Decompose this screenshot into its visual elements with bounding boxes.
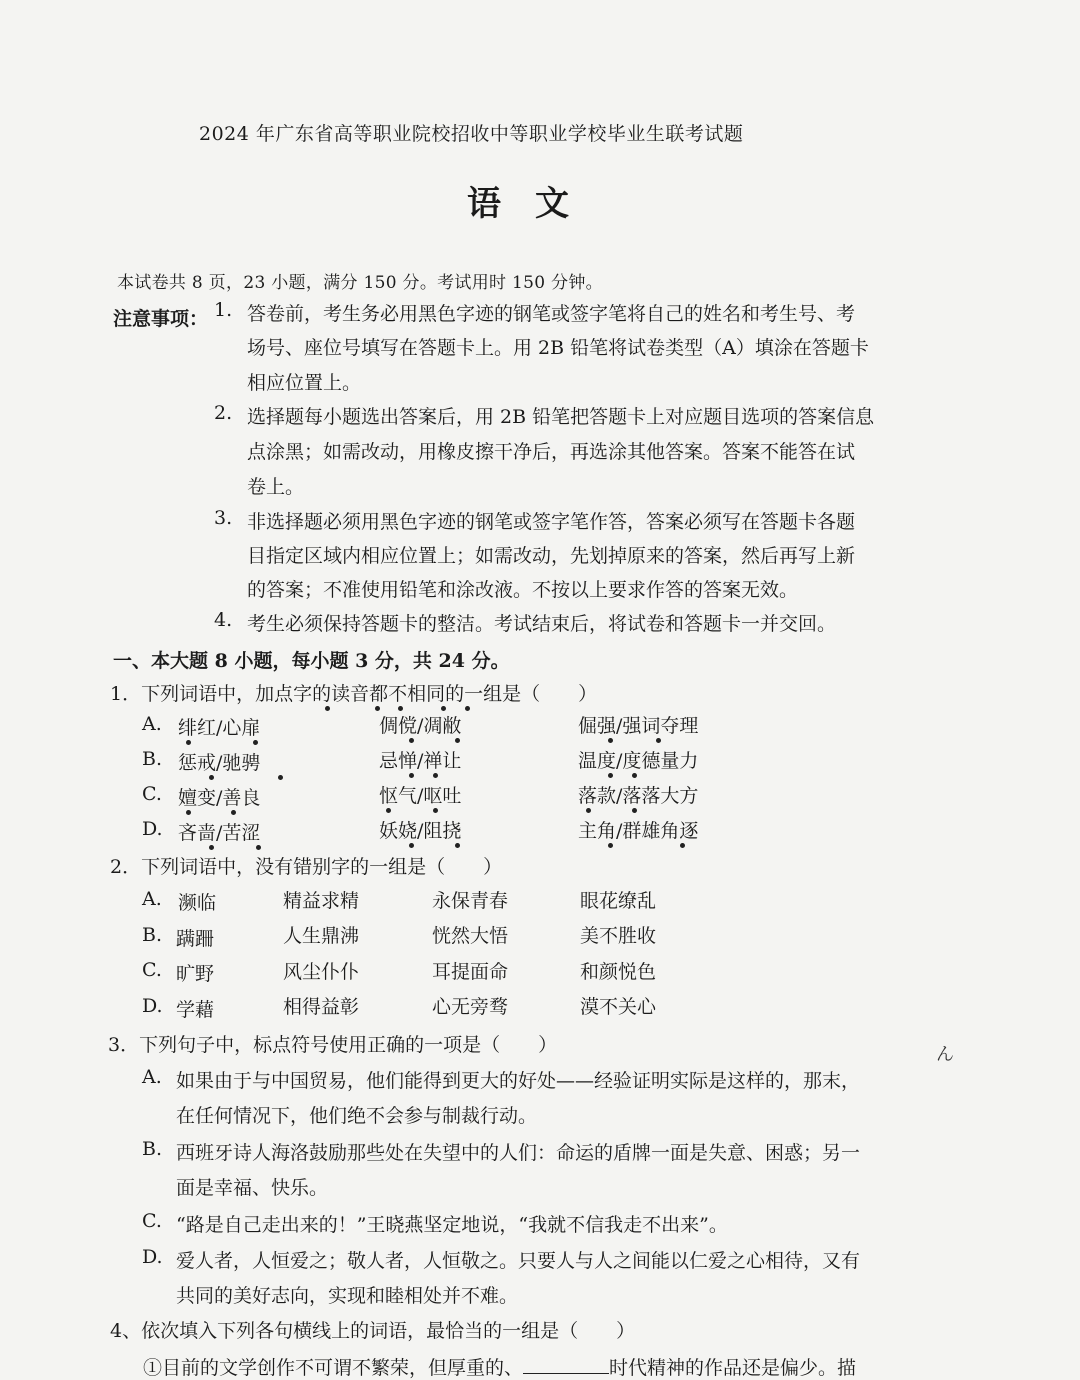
note-line: 目指定区域内相应位置上；如需改动，先划掉原来的答案，然后再写上新 [247,545,856,567]
option-letter: B. [142,1138,163,1160]
note-number: 3. [214,507,233,529]
exam-title: 2024 年广东省高等职业院校招收中等职业学校毕业生联考试题 [199,123,744,145]
option-item: 和颜悦色 [580,961,657,983]
option-item: 恍然大悟 [432,925,509,947]
option-item: 眼花缭乱 [580,890,657,912]
option-item: 人生鼎沸 [283,925,360,947]
option-line: 西班牙诗人海洛鼓励那些处在失望中的人们：命运的盾牌一面是失意、困惑；另一 [176,1142,861,1164]
emphasis-dot [409,843,414,848]
section-heading: 一、本大题 8 小题，每小题 3 分，共 24 分。 [113,650,510,672]
emphasis-dot [278,775,283,780]
emphasis-dot [465,706,470,711]
exam-intro: 本试卷共 8 页，23 小题，满分 150 分。考试用时 150 分钟。 [117,273,603,293]
option-line: 共同的美好志向，实现和睦相处并不难。 [176,1285,519,1307]
option-letter: C. [142,783,162,805]
option-line: 如果由于与中国贸易，他们能得到更大的好处——经验证明实际是这样的，那末， [176,1070,861,1092]
question-4-stem: 4、依次填入下列各句横线上的词语，最恰当的一组是（ ） [110,1320,636,1342]
option-item: 漠不关心 [580,996,657,1018]
emphasis-dot [680,843,685,848]
emphasis-dot [186,740,191,745]
option-letter: D. [142,995,163,1017]
option-letter: B. [142,924,163,946]
option-item: 精益求精 [283,890,360,912]
emphasis-dot [433,773,438,778]
option-item: 嬗变/善良 [178,787,261,809]
option-item: 惩戒/驰骋 [178,752,261,774]
option-item: 心无旁骛 [432,996,509,1018]
emphasis-dot [608,738,613,743]
q4-text-before: ①目前的文学创作不可谓不繁荣，但厚重的、 [143,1357,524,1379]
emphasis-dot [231,810,236,815]
option-line: 爱人者，人恒爱之；敬人者，人恒敬之。只要人与人之间能以仁爱之心相待，又有 [176,1250,861,1272]
option-letter: C. [142,1210,162,1232]
note-line: 答卷前，考生务必用黑色字迹的钢笔或签字笔将自己的姓名和考生号、考 [247,303,856,325]
emphasis-dot [455,843,460,848]
option-item: 倜傥/凋敝 [379,715,462,737]
option-item: 蹒跚 [176,928,215,950]
option-letter: A. [142,1066,162,1088]
option-item: 濒临 [178,892,217,914]
option-item: 学藉 [176,999,215,1021]
emphasis-dot [586,808,591,813]
emphasis-dot [253,740,258,745]
q4-text-after: 时代精神的作品还是偏少。描 [609,1357,857,1379]
question-1-stem: 1．下列词语中，加点字的读音都不相同的一组是（ ） [110,683,598,705]
emphasis-dot [608,843,613,848]
emphasis-dot [632,808,637,813]
option-item: 吝啬/苦涩 [178,822,261,844]
question-4-line-1 [143,1353,856,1380]
option-letter: C. [142,959,162,981]
note-line: 非选择题必须用黑色字迹的钢笔或签字笔作答，答案必须写在答题卡各题 [247,511,856,533]
note-line: 相应位置上。 [247,372,362,394]
emphasis-dot [455,738,460,743]
option-item: 耳提面命 [432,961,509,983]
emphasis-dot [632,773,637,778]
note-number: 4. [214,609,233,631]
option-line: 在任何情况下，他们绝不会参与制裁行动。 [176,1105,538,1127]
option-letter: D. [142,818,163,840]
note-number: 1. [214,299,233,321]
option-item: 倔强/强词夺理 [578,715,699,737]
emphasis-dot [209,775,214,780]
note-line: 考生必须保持答题卡的整洁。考试结束后，将试卷和答题卡一并交回。 [247,613,837,635]
emphasis-dot [433,808,438,813]
option-item: 美不胜收 [580,925,657,947]
handwritten-mark: ん [936,1044,954,1065]
emphasis-dot [186,810,191,815]
notes-label: 注意事项： [113,308,209,330]
option-item: 妖娆/阻挠 [379,820,462,842]
option-letter: B. [142,748,163,770]
option-letter: A. [142,888,162,910]
emphasis-dot [409,738,414,743]
question-3-stem: 3．下列句子中，标点符号使用正确的一项是（ ） [108,1034,558,1056]
option-item: 怄气/呕吐 [379,785,462,807]
subject-title: 语 文 [467,184,569,224]
note-line: 点涂黑；如需改动，用橡皮擦干净后，再选涂其他答案。答案不能答在试 [247,441,856,463]
note-number: 2. [214,402,233,424]
option-letter: A. [142,713,162,735]
option-item: 主角/群雄角逐 [578,820,699,842]
note-line: 的答案；不准使用铅笔和涂改液。不按以上要求作答的答案无效。 [247,579,799,601]
option-item: 温度/度德量力 [578,750,699,772]
note-line: 选择题每小题选出答案后，用 2B 铅笔把答题卡上对应题目选项的答案信息 [247,406,875,428]
emphasis-dot [608,773,613,778]
option-item: 绯红/心扉 [178,717,261,739]
emphasis-dot [209,845,214,850]
emphasis-dot [386,808,391,813]
option-item: 落款/落落大方 [578,785,699,807]
option-item: 相得益彰 [283,996,360,1018]
note-line: 场号、座位号填写在答题卡上。用 2B 铅笔将试卷类型（A）填涂在答题卡 [247,337,869,359]
option-item: 忌惮/禅让 [379,750,462,772]
emphasis-dot [325,706,330,711]
option-item: 风尘仆仆 [283,961,360,983]
note-line: 卷上。 [247,476,305,498]
fill-blank [523,1355,609,1374]
emphasis-dot [256,845,261,850]
option-line: “路是自己走出来的！”王晓燕坚定地说，“我就不信我走不出来”。 [176,1214,728,1236]
option-line: 面是幸福、快乐。 [176,1177,329,1199]
option-item: 旷野 [176,963,215,985]
option-item: 永保青春 [432,890,509,912]
emphasis-dot [656,738,661,743]
emphasis-dot [409,773,414,778]
option-letter: D. [142,1246,163,1268]
question-2-stem: 2．下列词语中，没有错别字的一组是（ ） [110,856,503,878]
